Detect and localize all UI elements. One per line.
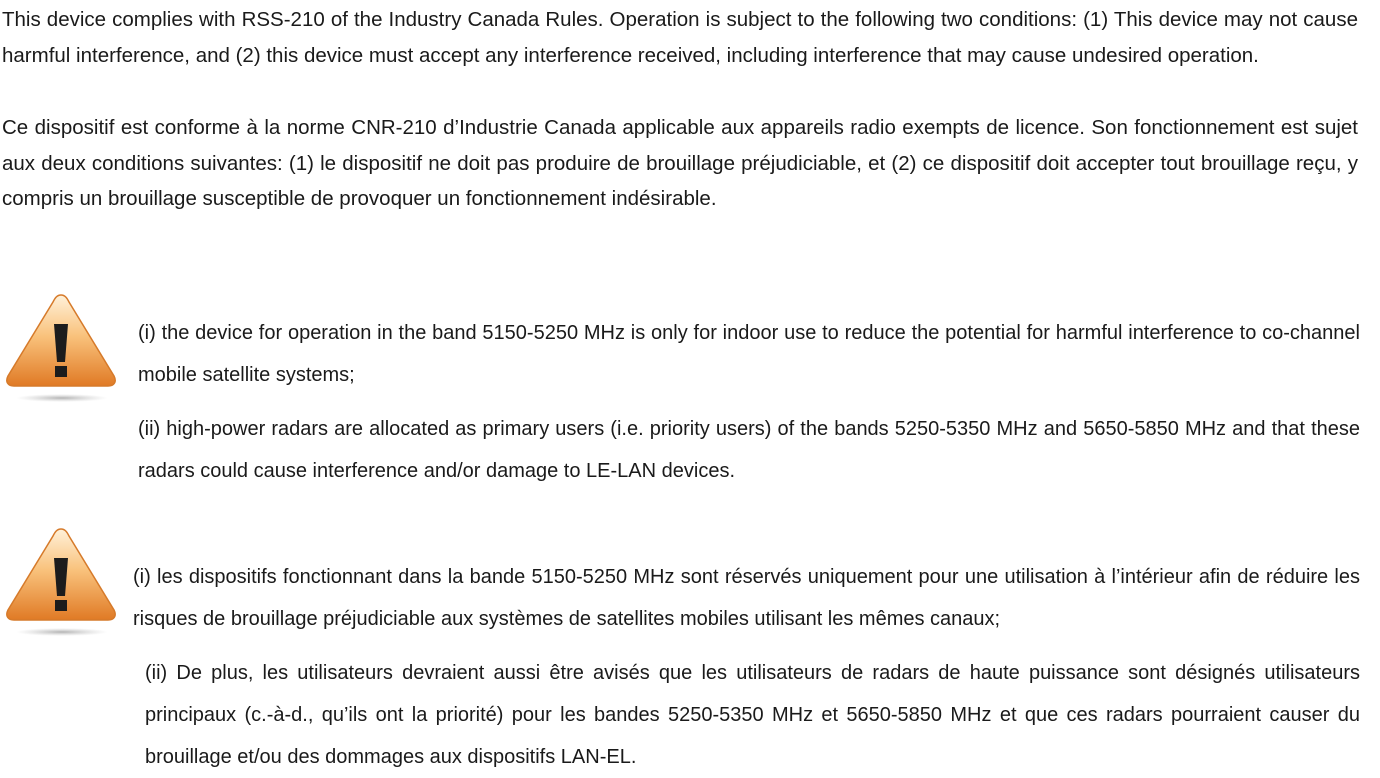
notice-french-paragraph: Ce dispositif est conforme à la norme CNR-210 d’Industrie Canada applicable aux appareils radio exempts de licence. Son fonctionnement est sujet aux deux conditions suivantes: (1) le dispositif ne doit pas produire de brouillage préjudiciable, et (2) ce dispositif doit accepter tout brouillage reçu, y compris un brouillage susceptible de provoquer un fonctionnement indésirable.	[2, 116, 1358, 210]
warning-triangle-icon	[2, 292, 120, 404]
warning-item-1: (i) les dispositifs fonctionnant dans la bande 5150-5250 MHz sont réservés uniquement pour une utilisation à l’intérieur afin de réduire les risques de brouillage préjudiciable aux systèmes de satellites mobiles utilisant les mêmes canaux;	[133, 566, 1360, 630]
warning-triangle-icon	[2, 526, 120, 638]
notice-english-paragraph: This device complies with RSS-210 of the Industry Canada Rules. Operation is subject to the following two conditions: (1) This device may not cause harmful interference, and (2) this device must accept any interference received, including interference that may cause undesired operation.	[2, 8, 1358, 67]
warning-item-2: (ii) De plus, les utilisateurs devraient aussi être avisés que les utilisateurs de radars de haute puissance sont désignés utilisateurs principaux (c.-à-d., qu’ils ont la priorité) pour les bandes 5250-5350 MHz et 5650-5850 MHz et que ces radars pourraient causer du brouillage et/ou des dommages aux dispositifs LAN-EL.	[145, 662, 1360, 768]
warning-item-1: (i) the device for operation in the band 5150-5250 MHz is only for indoor use to reduce the potential for harmful interference to co-channel mobile satellite systems;	[138, 322, 1360, 386]
warning-item-2: (ii) high-power radars are allocated as primary users (i.e. priority users) of the bands 5250-5350 MHz and 5650-5850 MHz and that these radars could cause interference and/or damage to LE-LAN devices.	[138, 418, 1360, 482]
